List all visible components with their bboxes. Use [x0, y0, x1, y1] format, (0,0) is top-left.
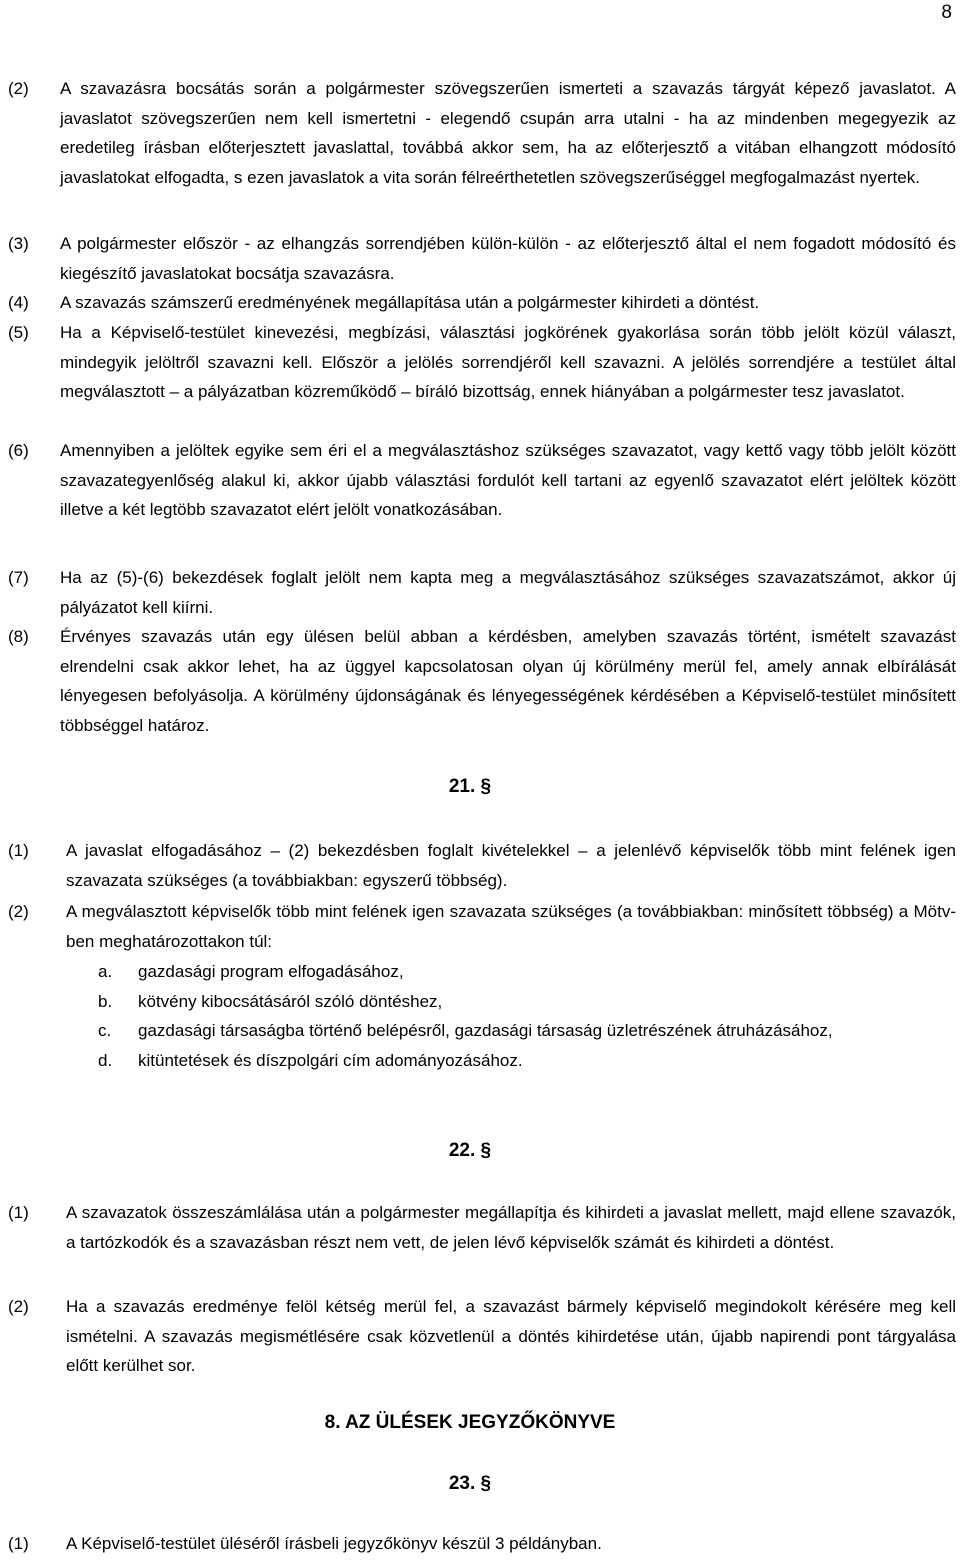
paragraph-21-1	[8, 836, 956, 895]
paragraph-number: (6)	[8, 441, 29, 460]
paragraph-number: (1)	[8, 1534, 29, 1553]
paragraph-text: Ha az (5)-(6) bekezdések foglalt jelölt nem kapta meg a megválasztásához szükséges szavazatszámot, akkor új pályázatot kell kiírni.	[60, 568, 956, 617]
paragraph-number: (3)	[8, 234, 29, 253]
paragraph-22-2	[8, 1292, 956, 1381]
section-heading-22: 22. §	[448, 1140, 492, 1161]
paragraph-number: (4)	[8, 293, 29, 312]
paragraph-text: A polgármester először - az elhangzás sorrendjében külön-külön - az előterjesztő által el nem fogadott módosító és kiegészítő javaslatokat bocsátja szavazásra.	[60, 234, 956, 283]
paragraph-2	[8, 74, 956, 192]
paragraph-text: Ha a szavazás eredménye felöl kétség merül fel, a szavazást bármely képviselő megindokolt kérésére meg kell ismételni. A szavazás megismétlésére csak közvetlenül a döntés kihirdetése után, újabb napirendi pont tárgyalása előtt kerülhet sor.	[66, 1297, 956, 1375]
paragraph-number: (2)	[8, 79, 29, 98]
paragraph-22-1	[8, 1198, 956, 1257]
paragraph-text: A javaslat elfogadásához – (2) bekezdésben foglalt kivételekkel – a jelenlévő képviselők több mint felének igen szavazata szükséges (a továbbiakban: egyszerű többség).	[66, 841, 956, 890]
list-item	[98, 987, 956, 1017]
list-item-text: gazdasági társaságba történő belépésről, gazdasági társaság üzletrészének átruházásához,	[138, 1021, 833, 1040]
paragraph-number: (7)	[8, 568, 29, 587]
paragraph-text: A szavazatok összeszámlálása után a polgármester megállapítja és kihirdeti a javaslat mellett, majd ellene szavazók, a tartózkodók és a szavazásban részt nem vett, de jelen lévő képviselők számát és kihirdeti a döntést.	[66, 1203, 956, 1252]
paragraph-text: A megválasztott képviselők több mint felének igen szavazata szükséges (a továbbiakban: minősített többség) a Mötv-ben meghatározottakon túl:	[66, 902, 956, 951]
paragraph-number: (8)	[8, 627, 29, 646]
list-item	[98, 1046, 956, 1076]
list-item-text: kitüntetések és díszpolgári cím adományozásához.	[138, 1050, 523, 1070]
list-item-letter: a.	[98, 962, 113, 981]
paragraph-text: A szavazásra bocsátás során a polgármester szövegszerűen ismerteti a szavazás tárgyát képező javaslatot. A javaslatot szövegszerűen nem kell ismertetni - elegendő csupán arra utalni - ha az mindenben megegyezik az eredetileg írásban előterjesztett javaslattal, továbbá akkor sem, ha az előterjesztő a vitában elhangzott módosító javaslatokat elfogadta, s ezen javaslatok a vita során félreérthetetlen szövegszerűséggel megfogalmazást nyertek.	[60, 79, 956, 187]
paragraph-number: (5)	[8, 323, 29, 342]
section-heading-21: 21. §	[448, 776, 492, 797]
paragraph-23-1	[8, 1529, 956, 1559]
paragraph-text: Ha a Képviselő-testület kinevezési, megbízási, választási jogkörének gyakorlása során több jelölt közül választ, mindegyik jelöltről szavazni kell. Először a jelölés sorrendjéről kell szavazni. A jelölés sorrendjére a testület által megválasztott – a pályázatban közreműködő – bíráló bizottság, ennek hiányában a polgármester tesz javaslatot.	[60, 323, 956, 401]
list-item-letter: b.	[98, 991, 113, 1011]
paragraph-text: A Képviselő-testület üléséről írásbeli jegyzőkönyv készül 3 példányban.	[66, 1534, 602, 1553]
page-number: 8	[941, 2, 952, 23]
list-item	[98, 957, 956, 987]
chapter-title: 8. AZ ÜLÉSEK JEGYZŐKÖNYVE	[324, 1412, 616, 1433]
sublist-21-2	[98, 957, 956, 1075]
paragraph-number: (2)	[8, 902, 29, 921]
paragraph-8	[8, 622, 956, 740]
list-item-letter: c.	[98, 1021, 112, 1040]
paragraph-21-2	[8, 897, 956, 956]
paragraph-text: Érvényes szavazás után egy ülésen belül abban a kérdésben, amelyben szavazás történt, ismételt szavazást elrendelni csak akkor lehet, ha az üggyel kapcsolatosan olyan új körülmény merül fel, amely annak elbírálását lényegesen befolyásolja. A körülmény újdonságának és lényegességének kérdésében a Képviselő-testület minősített többséggel határoz.	[60, 627, 956, 735]
paragraph-number: (2)	[8, 1297, 29, 1316]
list-item-text: gazdasági program elfogadásához,	[138, 962, 404, 981]
list-item-letter: d.	[98, 1050, 113, 1070]
paragraph-7	[8, 563, 956, 622]
paragraph-5	[8, 318, 956, 407]
list-item	[98, 1016, 956, 1046]
section-heading-23: 23. §	[448, 1473, 492, 1494]
paragraph-4	[8, 288, 956, 318]
list-item-text: kötvény kibocsátásáról szóló döntéshez,	[138, 991, 443, 1011]
paragraph-text: Amennyiben a jelöltek egyike sem éri el a megválasztáshoz szükséges szavazatot, vagy kettő vagy több jelölt között szavazategyenlőség alakul ki, akkor újabb választási fordulót kell tartani az egyenlő szavazatot elért jelöltek között illetve a két legtöbb szavazatot elért jelölt vonatkozásában.	[60, 441, 956, 519]
paragraph-number: (1)	[8, 1203, 29, 1222]
paragraph-number: (1)	[8, 841, 29, 860]
paragraph-3	[8, 229, 956, 288]
paragraph-text: A szavazás számszerű eredményének megállapítása után a polgármester kihirdeti a döntést.	[60, 293, 760, 312]
paragraph-6	[8, 436, 956, 525]
